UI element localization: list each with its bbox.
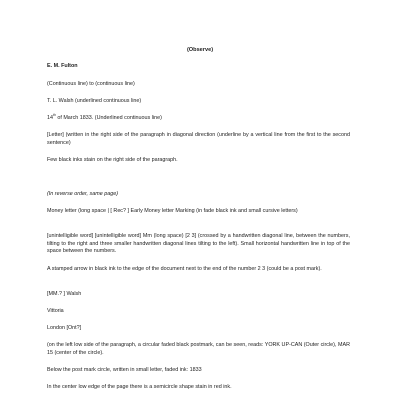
london-text: London [Ont?]	[47, 325, 82, 331]
date-day: 14	[47, 115, 53, 121]
semicircle-stain-text: In the center low edge of the page there is a semicircle shape stain in red ink.	[47, 384, 232, 390]
reverse-order-note: (In reverse order, same page)	[47, 191, 119, 197]
page-title: (Observe)	[186, 47, 214, 53]
money-letter-text: Money letter (long space | [ Rec? ] Early Money letter Marking (in fade black ink and small cursive letters)	[47, 208, 298, 214]
postmark-text: (on the left low side of the paragraph, a circular faded black postmark, can be seen, reads: YORK UP-CAN (Outer circle), MAR 15 (center of the circle).	[47, 342, 350, 356]
author-name: E. M. Fulton	[47, 63, 78, 69]
walsh-line: T. L. Walsh (underlined continuous line)	[47, 98, 142, 104]
below-postmark-text: Below the post mark circle, written in small letter, faded ink: 1833	[47, 367, 202, 373]
vittoria-text: Vittoria	[47, 308, 64, 314]
stamped-arrow-text: A stamped arrow in black ink to the edge of the document next to the end of the number 2 3 (could be a post mark).	[47, 266, 322, 272]
continuous-line-text: (Continuous line) to (continuous line)	[47, 81, 135, 87]
date-suffix: th	[53, 113, 56, 118]
letter-note: [Letter] (written in the right side of the paragraph in diagonal direction (underline by a vertical line from the first to the second sentence)	[47, 132, 350, 146]
date-line	[47, 115, 350, 123]
ink-stains-note: Few black inks stain on the right side of the paragraph.	[47, 157, 178, 163]
date-rest: of March 1833. (Underlined continuous line)	[55, 115, 162, 121]
mm-walsh-text: [MM.? ] Walsh	[47, 291, 82, 297]
unintelligible-text: [unintelligible word] [unintelligible word] Mm (long space) [2 3] (crossed by a handwritten diagonal line, between the numbers, tilting to the right and three smaller handwritten diagonal lines tilting to the left). Small horizontal handwritten line in top of the space between the numbers.	[47, 233, 350, 255]
